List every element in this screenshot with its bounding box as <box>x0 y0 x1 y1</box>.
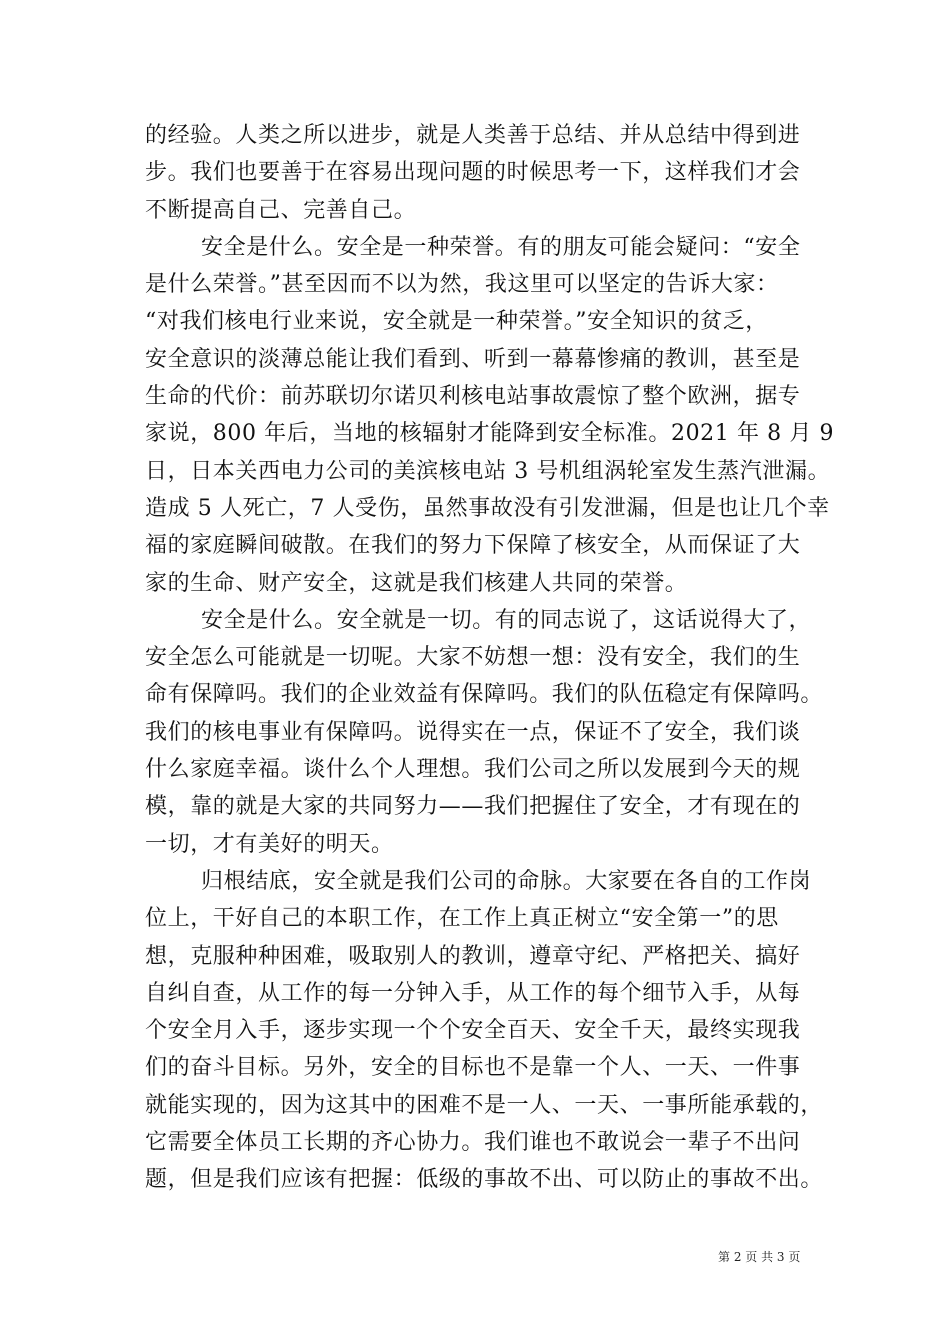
text-line: 家说，800 年后，当地的核辐射才能降到安全标准。2021 年 8 月 9 <box>145 421 835 447</box>
text-line: 就能实现的，因为这其中的困难不是一人、一天、一事所能承载的， <box>145 1092 824 1118</box>
text-line: 生命的代价：前苏联切尔诺贝利核电站事故震惊了整个欧洲，据专 <box>145 384 801 410</box>
text-line: 不断提高自己、完善自己。 <box>145 197 417 223</box>
text-line: 个安全月入手，逐步实现一个个安全百天、安全千天，最终实现我 <box>145 1018 801 1044</box>
text-line: 福的家庭瞬间破散。在我们的努力下保障了核安全，从而保证了大 <box>145 533 801 559</box>
text-line: 步。我们也要善于在容易出现问题的时候思考一下，这样我们才会 <box>145 160 801 186</box>
text-line: 它需要全体员工长期的齐心协力。我们谁也不敢说会一辈子不出问 <box>145 1130 801 1156</box>
text-line: 一切，才有美好的明天。 <box>145 831 394 857</box>
text-line: 造成 5 人死亡，7 人受伤，虽然事故没有引发泄漏，但是也让几个幸 <box>145 495 830 521</box>
text-line: 我们的核电事业有保障吗。说得实在一点，保证不了安全，我们谈 <box>145 719 801 745</box>
paragraph-start-line: 安全是什么。安全就是一切。有的同志说了，这话说得大了， <box>201 607 812 633</box>
text-line: “对我们核电行业来说，安全就是一种荣誉。”安全知识的贫乏， <box>145 309 768 335</box>
text-line: 模，靠的就是大家的共同努力——我们把握住了安全，才有现在的 <box>145 794 801 820</box>
text-line: 家的生命、财产安全，这就是我们核建人共同的荣誉。 <box>145 570 688 596</box>
body-text <box>145 117 835 1199</box>
paragraph-start-line: 归根结底，安全就是我们公司的命脉。大家要在各自的工作岗 <box>201 868 812 894</box>
text-line: 的经验。人类之所以进步，就是人类善于总结、并从总结中得到进 <box>145 123 801 148</box>
text-line: 安全怎么可能就是一切呢。大家不妨想一想：没有安全，我们的生 <box>145 645 801 671</box>
page-number: 第 2 页 共 3 页 <box>718 1250 801 1264</box>
text-line: 想，克服种种困难，吸取别人的教训，遵章守纪、严格把关、搞好 <box>145 943 801 969</box>
text-line: 什么家庭幸福。谈什么个人理想。我们公司之所以发展到今天的规 <box>145 757 801 783</box>
text-line: 命有保障吗。我们的企业效益有保障吗。我们的队伍稳定有保障吗。 <box>145 682 824 708</box>
text-line: 位上，干好自己的本职工作，在工作上真正树立“安全第一”的思 <box>145 906 779 932</box>
text-line: 是什么荣誉。”甚至因而不以为然，我这里可以坚定的告诉大家： <box>145 272 779 298</box>
text-line: 题，但是我们应该有把握：低级的事故不出、可以防止的事故不出。 <box>145 1167 824 1193</box>
text-line: 自纠自查，从工作的每一分钟入手，从工作的每个细节入手，从每 <box>145 980 801 1006</box>
text-line: 安全意识的淡薄总能让我们看到、听到一幕幕惨痛的教训，甚至是 <box>145 346 801 372</box>
text-line: 们的奋斗目标。另外，安全的目标也不是靠一个人、一天、一件事 <box>145 1055 801 1081</box>
text-line: 日，日本关西电力公司的美滨核电站 3 号机组涡轮室发生蒸汽泄漏。 <box>145 458 831 484</box>
paragraph-start-line: 安全是什么。安全是一种荣誉。有的朋友可能会疑问：“安全 <box>201 234 801 260</box>
